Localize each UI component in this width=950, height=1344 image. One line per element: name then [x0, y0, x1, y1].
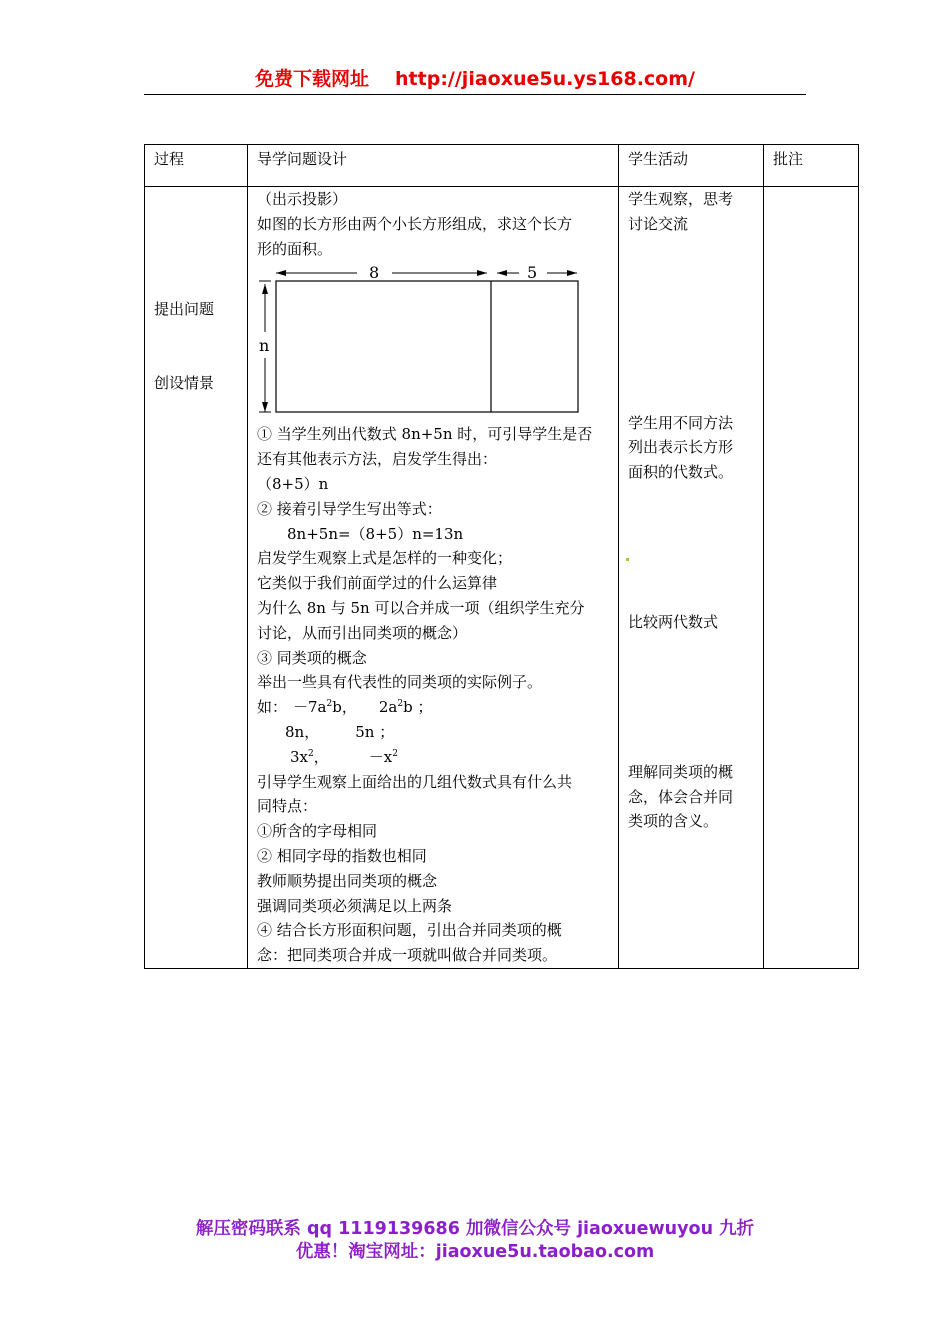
width-b-arrowhead-left — [497, 270, 507, 276]
page-footer — [90, 1218, 860, 1264]
example-3a-exp: 2 — [308, 748, 314, 759]
header-label: 免费下载网址 — [255, 68, 370, 90]
example-prefix: 如： — [257, 698, 288, 717]
expression-2: 8n+5n=（8+5）n=13n — [287, 524, 464, 543]
design-problem-line-2: 形的面积。 — [257, 239, 333, 258]
rectangle-figure — [257, 264, 597, 418]
design-intro: （出示投影） — [257, 190, 348, 208]
activity-3: 比较两代数式 — [628, 612, 719, 631]
example-row-3 — [257, 745, 618, 770]
observe-line-1: 启发学生观察上式是怎样的一种变化； — [257, 549, 513, 568]
header-activity: 学生活动 — [619, 145, 764, 187]
example-1a-rest: b， — [332, 698, 357, 717]
page-header — [144, 64, 806, 95]
header-notes: 批注 — [764, 145, 859, 187]
why-line-2: 讨论，从而引出同类项的概念） — [257, 623, 468, 642]
step4-line-1: ④ 结合长方形面积问题，引出合并同类项的概 — [257, 921, 562, 940]
table-header-row — [145, 145, 859, 187]
width-a-label: 8 — [369, 263, 380, 283]
step1-line-1: ① 当学生列出代数式 8n+5n 时，可引导学生是否 — [257, 425, 593, 444]
example-1b-rest: b ； — [403, 698, 433, 717]
step2: ② 接着引导学生写出等式： — [257, 499, 442, 518]
observe-line-2: 它类似于我们前面学过的什么运算律 — [257, 574, 498, 593]
example-1a-exp: 2 — [326, 699, 333, 710]
rectangle-outline — [276, 281, 578, 412]
header-design: 导学问题设计 — [248, 145, 619, 187]
height-arrowhead-bottom — [262, 402, 268, 412]
footer-line-2: 优惠！淘宝网址：jiaoxue5u.taobao.com — [295, 1242, 655, 1262]
height-arrowhead-top — [262, 284, 268, 294]
step3: ③ 同类项的概念 — [257, 648, 367, 667]
examples-intro: 举出一些具有代表性的同类项的实际例子。 — [257, 673, 543, 692]
step1-line-2: 还有其他表示方法，启发学生得出： — [257, 450, 498, 469]
height-label: n — [259, 336, 270, 356]
example-2b: 5n ； — [355, 722, 395, 741]
activity-2-line-2: 列出表示长方形 — [628, 438, 734, 457]
stray-mark — [626, 558, 629, 561]
example-3b: －x — [368, 747, 393, 766]
process-cell — [145, 187, 248, 969]
lesson-table — [144, 144, 859, 969]
table-body-row — [145, 187, 859, 969]
activity-1-line-2: 讨论交流 — [628, 214, 689, 233]
activity-4-line-1: 理解同类项的概 — [628, 762, 734, 781]
teacher-line: 教师顺势提出同类项的概念 — [257, 871, 438, 890]
stress-line: 强调同类项必须满足以上两条 — [257, 896, 453, 915]
feature-2: ② 相同字母的指数也相同 — [257, 846, 427, 865]
example-1b-exp: 2 — [397, 699, 404, 710]
example-2a: 8n， — [285, 722, 320, 741]
design-problem-line-1: 如图的长方形由两个小长方形组成，求这个长方 — [257, 214, 573, 233]
width-a-arrowhead-left — [276, 270, 286, 276]
activity-2-line-1: 学生用不同方法 — [628, 413, 734, 432]
expression-1: （8+5）n — [257, 474, 329, 493]
footer-line-1: 解压密码联系 qq 1119139686 加微信公众号 jiaoxuewuyou 九折 — [195, 1219, 755, 1239]
header-url-link[interactable]: http://jiaoxue5u.ys168.com/ — [395, 68, 695, 90]
example-1b: 2a — [378, 698, 398, 717]
example-3a: 3x — [290, 747, 309, 766]
activity-2-line-3: 面积的代数式。 — [628, 463, 734, 482]
example-3a-rest: ， — [313, 747, 329, 766]
example-row-1 — [257, 695, 618, 720]
activity-cell — [619, 187, 764, 969]
process-create-scenario: 创设情景 — [154, 373, 215, 392]
step4-line-2: 念：把同类项合并成一项就叫做合并同类项。 — [257, 946, 558, 965]
guide-line-2: 同特点： — [257, 797, 318, 816]
why-line-1: 为什么 8n 与 5n 可以合并成一项（组织学生充分 — [257, 598, 585, 617]
activity-4-line-3: 类项的含义。 — [628, 812, 719, 831]
feature-1: ①所含的字母相同 — [257, 822, 378, 841]
width-b-label: 5 — [527, 263, 538, 283]
design-cell — [248, 187, 619, 969]
rectangle-diagram — [257, 264, 597, 418]
example-row-2 — [257, 720, 618, 745]
notes-cell — [764, 187, 859, 969]
guide-line-1: 引导学生观察上面给出的几组代数式具有什么共 — [257, 772, 573, 791]
width-a-arrowhead-right — [477, 270, 487, 276]
activity-1-line-1: 学生观察，思考 — [628, 190, 734, 208]
example-3b-exp: 2 — [392, 748, 398, 759]
process-raise-question: 提出问题 — [154, 300, 215, 318]
activity-4-line-2: 念，体会合并同 — [628, 787, 734, 806]
width-b-arrowhead-right — [567, 270, 577, 276]
example-1a: －7a — [293, 698, 327, 717]
header-process: 过程 — [145, 145, 248, 187]
